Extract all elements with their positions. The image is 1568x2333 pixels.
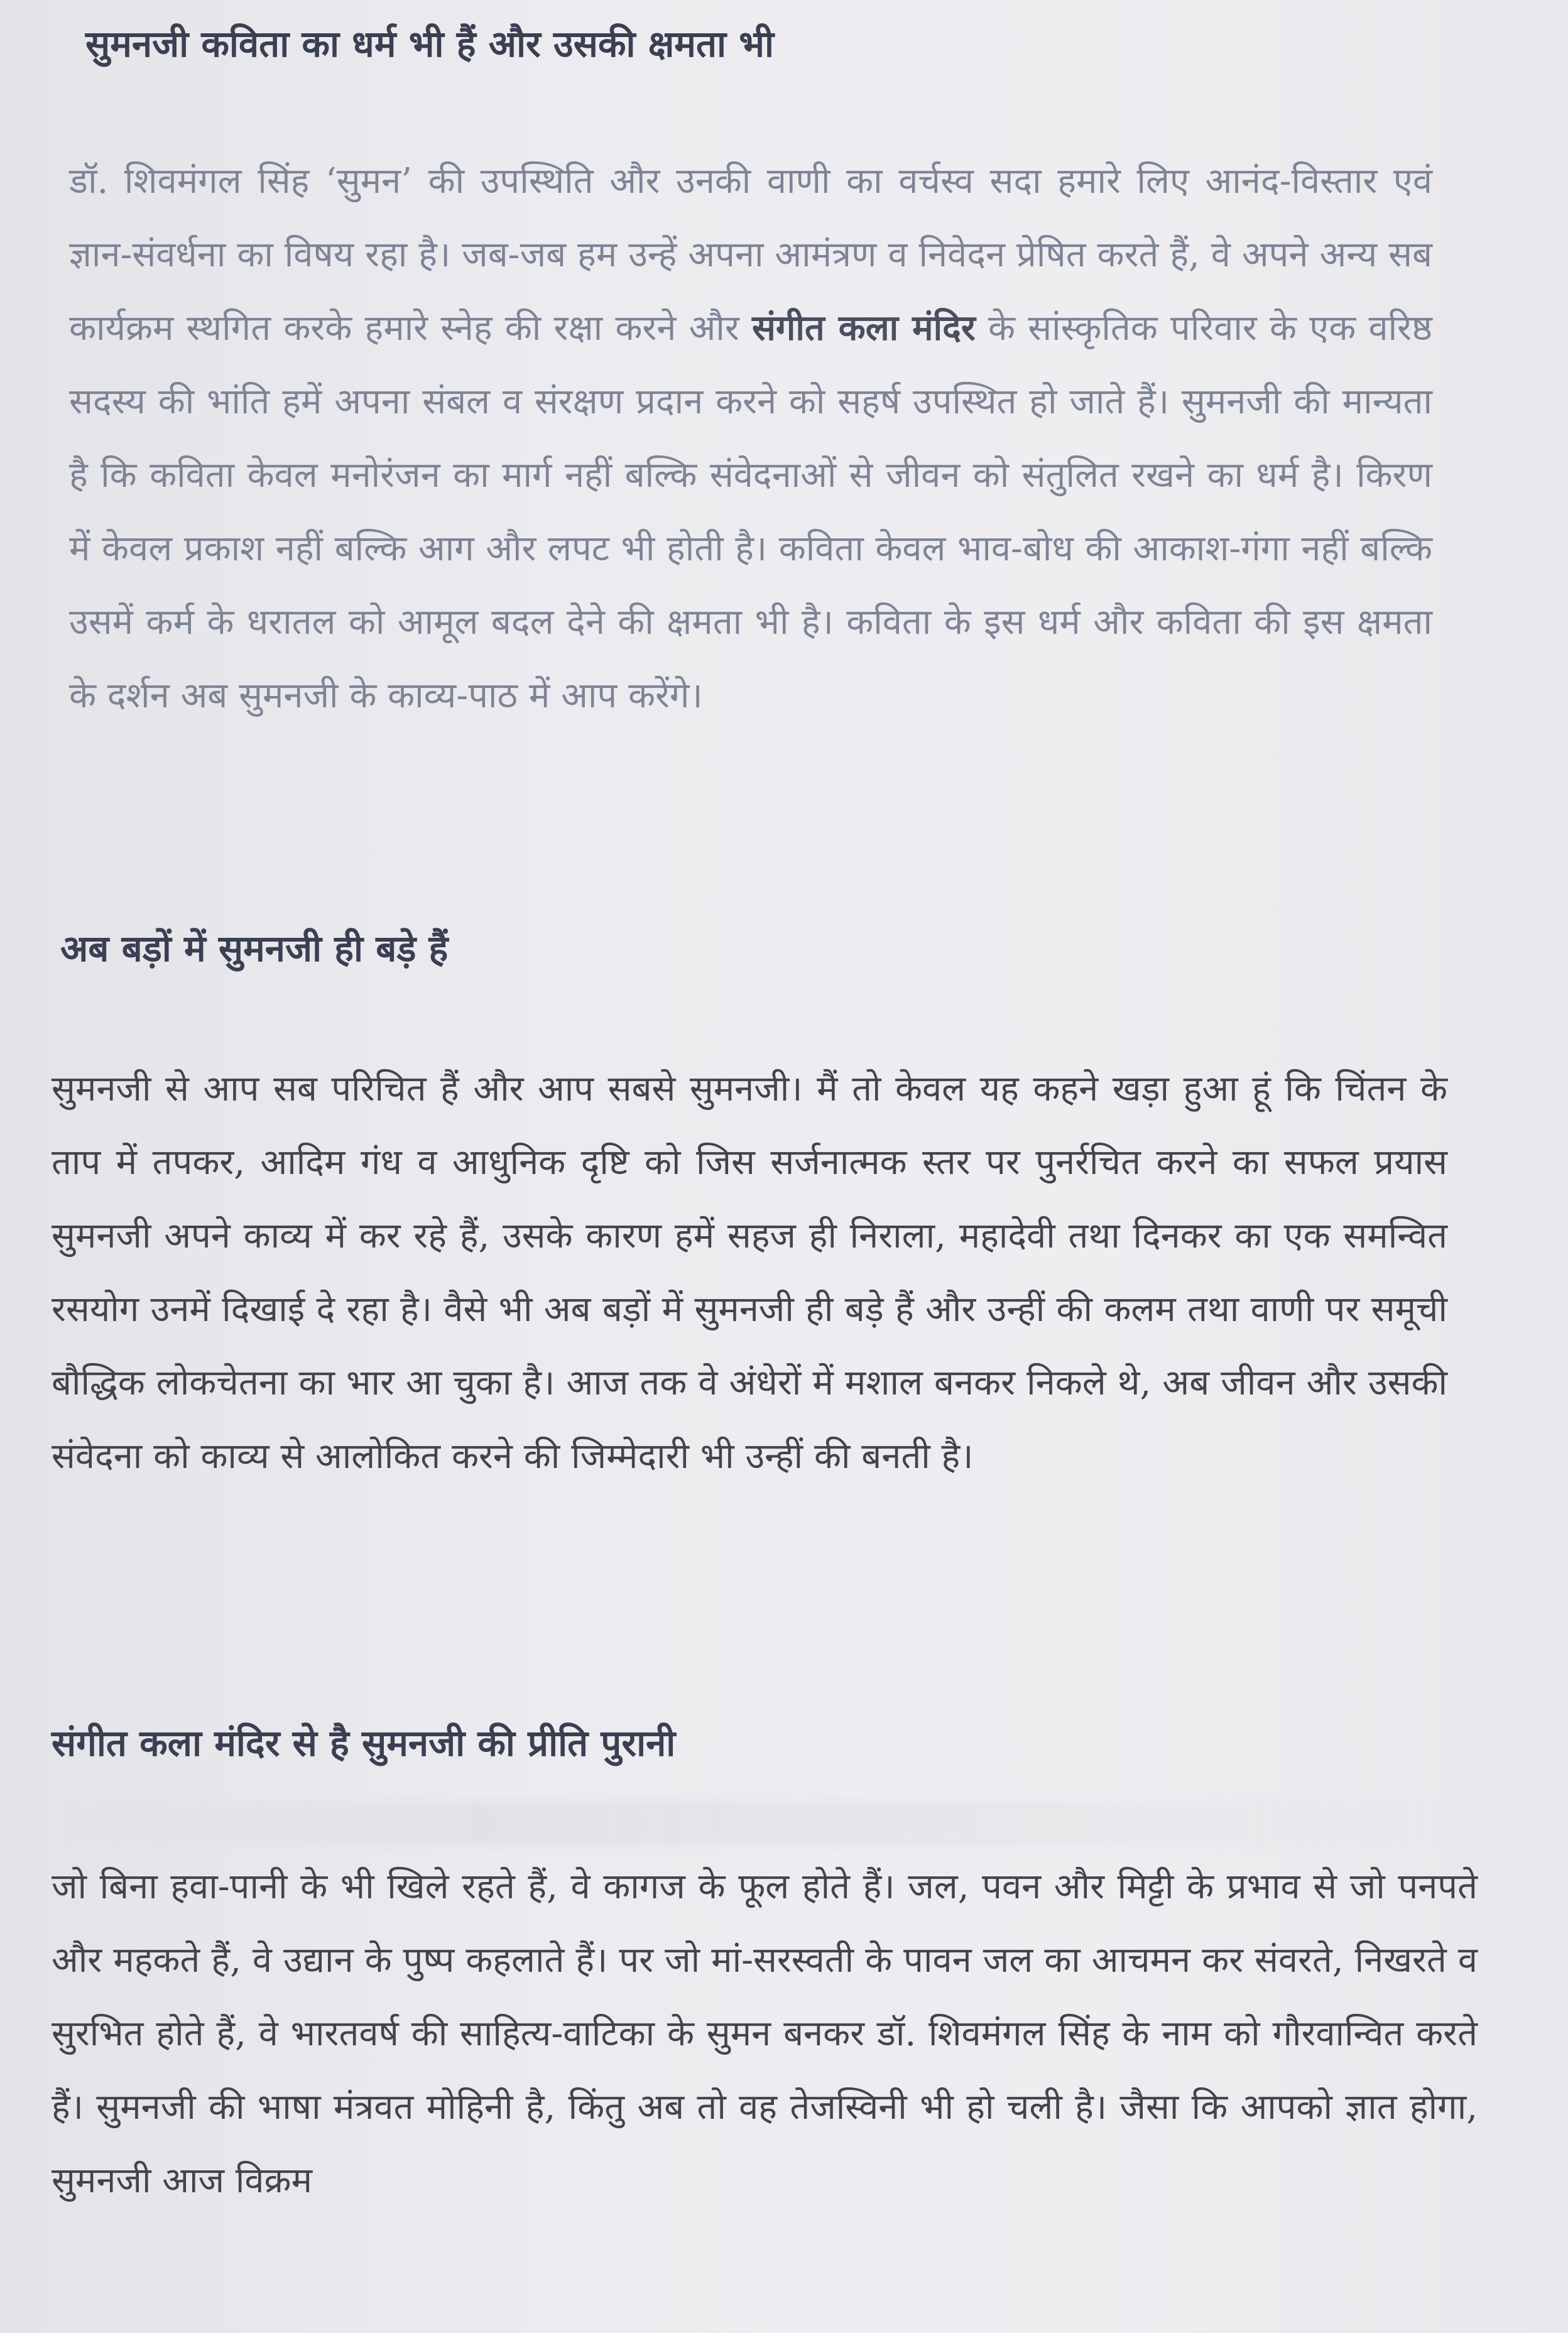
section-1-bold-name: संगीत कला मंदिर	[751, 307, 976, 349]
section-1-paragraph	[69, 144, 1432, 732]
section-2-heading: अब बड़ों में सुमनजी ही बड़े हैं	[60, 927, 449, 970]
section-1-text-end: के सांस्कृतिक परिवार के एक वरिष्ठ सदस्य की भांति हमें अपना संबल व संरक्षण प्रदान करने को सहर्ष उपस्थित हो जाते हैं। सुमनजी की मान्यता है कि कविता केवल मनोरंजन का मार्ग नहीं बल्कि संवेदनाओं से जीवन को संतुलित रखने का धर्म है। किरण में केवल प्रकाश नहीं बल्कि आग और लपट भी होती है। कविता केवल भाव-बोध की आकाश-गंगा नहीं बल्कि उसमें कर्म के धरातल को आमूल बदल देने की क्षमता भी है। कविता के इस धर्म और कविता की इस क्षमता के दर्शन अब सुमनजी के काव्य-पाठ में आप करेंगे।	[69, 308, 1432, 716]
section-3-heading: संगीत कला मंदिर से है सुमनजी की प्रीति पुरानी	[52, 1722, 676, 1765]
bleed-through-shadow	[63, 1802, 1445, 1846]
section-3-paragraph: जो बिना हवा-पानी के भी खिले रहते हैं, वे कागज के फूल होते हैं। जल, पवन और मिट्टी के प्रभाव से जो पनपते और महकते हैं, वे उद्यान के पुष्प कहलाते हैं। पर जो मां-सरस्वती के पावन जल का आचमन कर संवरते, निखरते व सुरभित होते हैं, वे भारतवर्ष की साहित्य-वाटिका के सुमन बनकर डॉ. शिवमंगल सिंह के नाम को गौरवान्वित करते हैं। सुमनजी की भाषा मंत्रवत मोहिनी है, किंतु अब तो वह तेजस्विनी भी हो चली है। जैसा कि आपको ज्ञात होगा, सुमनजी आज विक्रम	[52, 1866, 1478, 2201]
section-2-paragraph: सुमनजी से आप सब परिचित हैं और आप सबसे सुमनजी। मैं तो केवल यह कहने खड़ा हुआ हूं कि चिंतन के ताप में तपकर, आदिम गंध व आधुनिक दृष्टि को जिस सर्जनात्मक स्तर पर पुनर्रचित करने का सफल प्रयास सुमनजी अपने काव्य में कर रहे हैं, उसके कारण हमें सहज ही निराला, महादेवी तथा दिनकर का एक समन्वित रसयोग उनमें दिखाई दे रहा है। वैसे भी अब बड़ों में सुमनजी ही बड़े हैं और उन्हीं की कलम तथा वाणी पर समूची बौद्धिक लोकचेतना का भार आ चुका है। आज तक वे अंधेरों में मशाल बनकर निकले थे, अब जीवन और उसकी संवेदना को काव्य से आलोकित करने की जिम्मेदारी भी उन्हीं की बनती है।	[52, 1069, 1447, 1477]
section-1-text-start: डॉ. शिवमंगल सिंह ‘सुमन’ की उपस्थिति और उनकी वाणी का वर्चस्व सदा हमारे लिए आनंद-विस्तार एवं ज्ञान-संवर्धना का विषय रहा है। जब-जब हम उन्हें अपना आमंत्रण व निवेदन प्रेषित करते हैं, वे अपने अन्य सब कार्यक्रम स्थगित करके हमारे स्नेह की रक्षा करने और	[69, 161, 1432, 349]
section-1-heading: सुमनजी कविता का धर्म भी हैं और उसकी क्षमता भी	[85, 23, 775, 65]
